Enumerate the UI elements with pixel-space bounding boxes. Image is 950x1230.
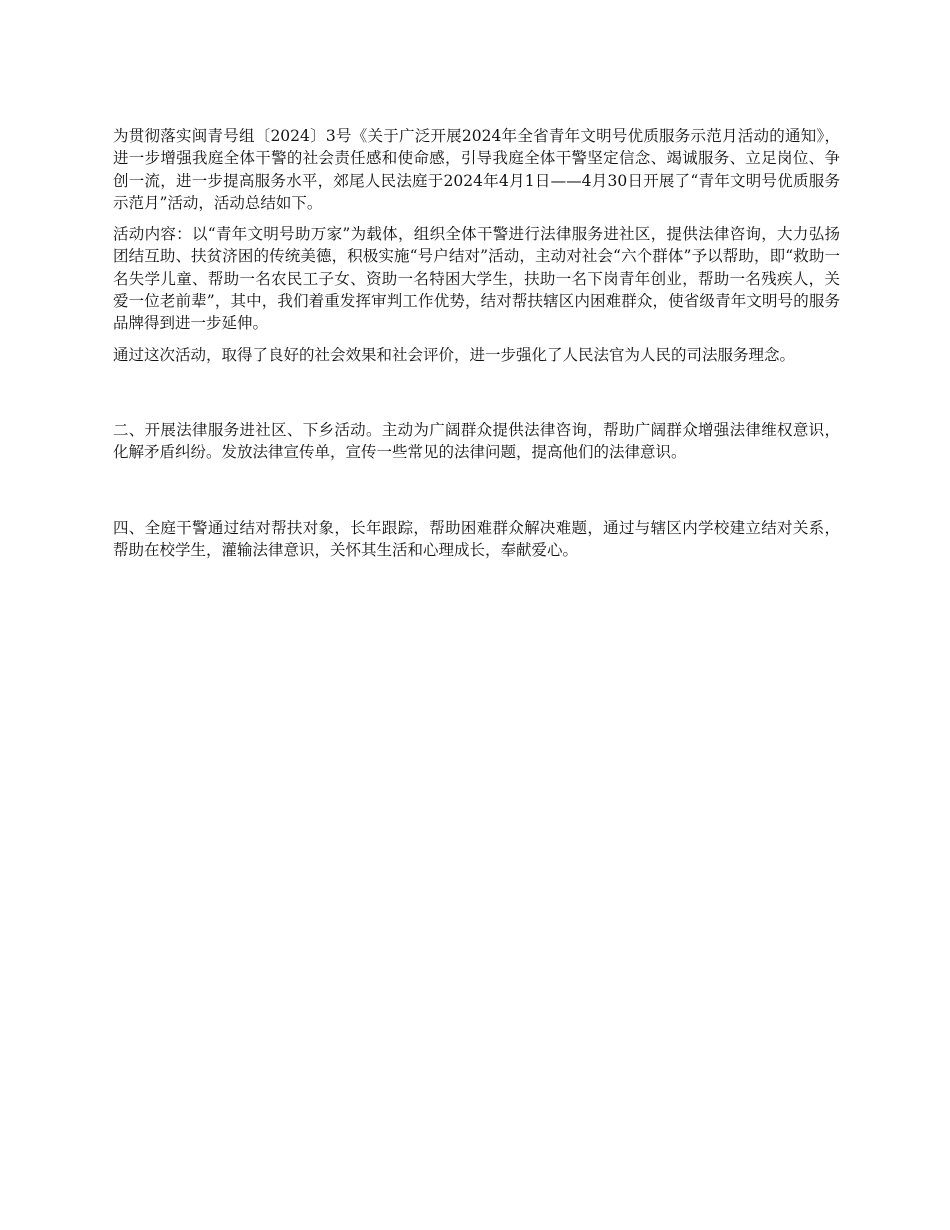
paragraph-spacer	[113, 335, 840, 344]
paragraph-spacer	[113, 214, 840, 223]
paragraph-results: 通过这次活动，取得了良好的社会效果和社会评价，进一步强化了人民法官为人民的司法服务理念。	[113, 345, 796, 364]
paragraph-intro: 为贯彻落实闽青号组〔2024〕3号《关于广泛开展2024年全省青年文明号优质服务示范月活动的通知》，进一步增强我庭全体干警的社会责任感和使命感，引导我庭全体干警坚定信念、竭诚服务、立足岗位、争创一流，进一步提高服务水平，郊尾人民法庭于2024年4月1日——4月30日开展了“青年文明号优质服务示范月”活动，活动总结如下。	[113, 127, 840, 212]
paragraph-section-two: 二、开展法律服务进社区、下乡活动。主动为广阔群众提供法律咨询，帮助广阔群众增强法律维权意识，化解矛盾纠纷。发放法律宣传单，宣传一些常见的法律问题，提高他们的法律意识。	[113, 420, 840, 462]
paragraph-section-four: 四、全庭干警通过结对帮扶对象，长年跟踪，帮助困难群众解决难题，通过与辖区内学校建立结对关系，帮助在校学生，灌输法律意识，关怀其生活和心理成长，奉献爱心。	[113, 518, 840, 559]
document-body	[113, 125, 840, 561]
paragraph-activity-content: 活动内容：以“青年文明号助万家”为载体，组织全体干警进行法律服务进社区，提供法律咨询，大力弘扬团结互助、扶贫济困的传统美德，积极实施“号户结对”活动，主动对社会“六个群体”予以帮助，即“救助一名失学儿童、帮助一名农民工子女、资助一名特困大学生，扶助一名下岗青年创业，帮助一名残疾人，关爱一位老前辈”，其中，我们着重发挥审判工作优势，结对帮扶辖区内困难群众，使省级青年文明号的服务品牌得到进一步延伸。	[113, 225, 840, 333]
section-spacer	[113, 464, 840, 517]
section-spacer	[113, 366, 840, 419]
